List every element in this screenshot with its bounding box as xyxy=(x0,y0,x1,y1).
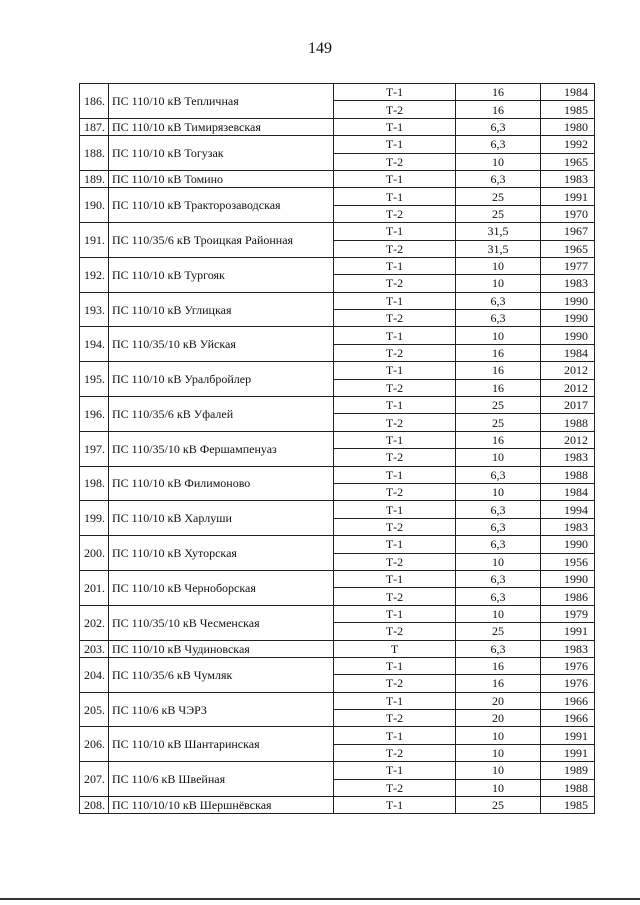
power-cell: 6,3 xyxy=(456,292,541,309)
year-cell: 1966 xyxy=(541,692,595,709)
transformer-cell: Т-1 xyxy=(334,397,456,414)
row-number-cell: 193. xyxy=(80,292,109,327)
transformer-cell: Т-1 xyxy=(334,362,456,379)
power-cell: 16 xyxy=(456,431,541,448)
transformer-cell: Т-2 xyxy=(334,518,456,535)
substation-name-cell: ПС 110/10 кВ Томино xyxy=(109,170,334,187)
row-number-cell: 205. xyxy=(80,692,109,727)
year-cell: 1983 xyxy=(541,170,595,187)
substation-name-cell: ПС 110/35/10 кВ Уйская xyxy=(109,327,334,362)
substation-name-cell: ПС 110/10 кВ Уралбройлер xyxy=(109,362,334,397)
table-row xyxy=(80,170,595,187)
transformer-cell: Т-1 xyxy=(334,466,456,483)
transformer-cell: Т-2 xyxy=(334,553,456,570)
transformer-cell: Т-1 xyxy=(334,84,456,101)
power-cell: 6,3 xyxy=(456,466,541,483)
table-row xyxy=(80,762,595,779)
substation-name-cell: ПС 110/10 кВ Черноборская xyxy=(109,570,334,605)
row-number-cell: 197. xyxy=(80,431,109,466)
power-cell: 6,3 xyxy=(456,536,541,553)
row-number-cell: 206. xyxy=(80,727,109,762)
transformer-cell: Т-2 xyxy=(334,153,456,170)
year-cell: 1980 xyxy=(541,118,595,135)
transformer-cell: Т-2 xyxy=(334,588,456,605)
year-cell: 1977 xyxy=(541,257,595,274)
row-number-cell: 190. xyxy=(80,188,109,223)
year-cell: 1991 xyxy=(541,744,595,761)
year-cell: 1985 xyxy=(541,797,595,814)
transformer-cell: Т-2 xyxy=(334,379,456,396)
power-cell: 10 xyxy=(456,605,541,622)
table-row xyxy=(80,657,595,674)
substation-name-cell: ПС 110/35/10 кВ Фершампенуаз xyxy=(109,431,334,466)
power-cell: 31,5 xyxy=(456,240,541,257)
power-cell: 20 xyxy=(456,692,541,709)
year-cell: 2017 xyxy=(541,397,595,414)
power-cell: 6,3 xyxy=(456,118,541,135)
transformer-cell: Т-2 xyxy=(334,275,456,292)
transformer-cell: Т-1 xyxy=(334,501,456,518)
transformer-cell: Т-2 xyxy=(334,240,456,257)
power-cell: 10 xyxy=(456,449,541,466)
substation-name-cell: ПС 110/10 кВ Чудиновская xyxy=(109,640,334,657)
year-cell: 1976 xyxy=(541,657,595,674)
substation-table-container xyxy=(79,83,595,814)
power-cell: 10 xyxy=(456,327,541,344)
table-row xyxy=(80,397,595,414)
row-number-cell: 188. xyxy=(80,136,109,171)
power-cell: 25 xyxy=(456,205,541,222)
transformer-cell: Т-1 xyxy=(334,797,456,814)
row-number-cell: 194. xyxy=(80,327,109,362)
table-row xyxy=(80,118,595,135)
power-cell: 25 xyxy=(456,414,541,431)
power-cell: 6,3 xyxy=(456,170,541,187)
transformer-cell: Т xyxy=(334,640,456,657)
year-cell: 1985 xyxy=(541,101,595,118)
table-row xyxy=(80,570,595,587)
transformer-cell: Т-2 xyxy=(334,449,456,466)
year-cell: 1966 xyxy=(541,710,595,727)
transformer-cell: Т-2 xyxy=(334,779,456,796)
power-cell: 10 xyxy=(456,153,541,170)
power-cell: 6,3 xyxy=(456,640,541,657)
row-number-cell: 208. xyxy=(80,797,109,814)
year-cell: 1990 xyxy=(541,292,595,309)
transformer-cell: Т-2 xyxy=(334,310,456,327)
substation-name-cell: ПС 110/35/6 кВ Чумляк xyxy=(109,657,334,692)
transformer-cell: Т-1 xyxy=(334,170,456,187)
year-cell: 1956 xyxy=(541,553,595,570)
row-number-cell: 203. xyxy=(80,640,109,657)
substation-name-cell: ПС 110/10 кВ Харлуши xyxy=(109,501,334,536)
transformer-cell: Т-2 xyxy=(334,623,456,640)
table-row xyxy=(80,327,595,344)
power-cell: 25 xyxy=(456,623,541,640)
row-number-cell: 202. xyxy=(80,605,109,640)
table-row xyxy=(80,692,595,709)
row-number-cell: 204. xyxy=(80,657,109,692)
transformer-cell: Т-1 xyxy=(334,536,456,553)
year-cell: 1991 xyxy=(541,727,595,744)
year-cell: 1988 xyxy=(541,779,595,796)
transformer-cell: Т-1 xyxy=(334,257,456,274)
power-cell: 25 xyxy=(456,188,541,205)
transformer-cell: Т-1 xyxy=(334,762,456,779)
table-row xyxy=(80,188,595,205)
power-cell: 10 xyxy=(456,553,541,570)
power-cell: 16 xyxy=(456,657,541,674)
transformer-cell: Т-1 xyxy=(334,727,456,744)
year-cell: 1965 xyxy=(541,240,595,257)
year-cell: 1986 xyxy=(541,588,595,605)
table-row xyxy=(80,84,595,101)
transformer-cell: Т-2 xyxy=(334,675,456,692)
substation-name-cell: ПС 110/10 кВ Тургояк xyxy=(109,257,334,292)
substation-name-cell: ПС 110/35/6 кВ Троицкая Районная xyxy=(109,223,334,258)
year-cell: 1979 xyxy=(541,605,595,622)
transformer-cell: Т-2 xyxy=(334,483,456,500)
year-cell: 1965 xyxy=(541,153,595,170)
power-cell: 10 xyxy=(456,275,541,292)
year-cell: 1991 xyxy=(541,188,595,205)
substation-name-cell: ПС 110/10 кВ Шантаринская xyxy=(109,727,334,762)
substation-name-cell: ПС 110/35/6 кВ Уфалей xyxy=(109,397,334,432)
year-cell: 2012 xyxy=(541,362,595,379)
year-cell: 1994 xyxy=(541,501,595,518)
transformer-cell: Т-2 xyxy=(334,344,456,361)
year-cell: 1990 xyxy=(541,310,595,327)
transformer-cell: Т-1 xyxy=(334,605,456,622)
power-cell: 25 xyxy=(456,797,541,814)
power-cell: 6,3 xyxy=(456,588,541,605)
table-row xyxy=(80,536,595,553)
power-cell: 6,3 xyxy=(456,501,541,518)
year-cell: 1984 xyxy=(541,84,595,101)
transformer-cell: Т-2 xyxy=(334,744,456,761)
year-cell: 1992 xyxy=(541,136,595,153)
year-cell: 1984 xyxy=(541,344,595,361)
substation-name-cell: ПС 110/35/10 кВ Чесменская xyxy=(109,605,334,640)
substation-table xyxy=(79,83,595,814)
year-cell: 1983 xyxy=(541,640,595,657)
table-row xyxy=(80,292,595,309)
substation-name-cell: ПС 110/10 кВ Тепличная xyxy=(109,84,334,119)
power-cell: 31,5 xyxy=(456,223,541,240)
substation-name-cell: ПС 110/10 кВ Углицкая xyxy=(109,292,334,327)
transformer-cell: Т-1 xyxy=(334,657,456,674)
row-number-cell: 207. xyxy=(80,762,109,797)
row-number-cell: 195. xyxy=(80,362,109,397)
transformer-cell: Т-1 xyxy=(334,692,456,709)
transformer-cell: Т-2 xyxy=(334,710,456,727)
year-cell: 1990 xyxy=(541,570,595,587)
transformer-cell: Т-2 xyxy=(334,205,456,222)
table-row xyxy=(80,727,595,744)
transformer-cell: Т-1 xyxy=(334,223,456,240)
substation-name-cell: ПС 110/6 кВ Швейная xyxy=(109,762,334,797)
table-row xyxy=(80,605,595,622)
power-cell: 16 xyxy=(456,675,541,692)
row-number-cell: 191. xyxy=(80,223,109,258)
row-number-cell: 192. xyxy=(80,257,109,292)
year-cell: 1988 xyxy=(541,414,595,431)
transformer-cell: Т-1 xyxy=(334,292,456,309)
row-number-cell: 189. xyxy=(80,170,109,187)
power-cell: 6,3 xyxy=(456,570,541,587)
power-cell: 10 xyxy=(456,727,541,744)
power-cell: 6,3 xyxy=(456,136,541,153)
transformer-cell: Т-2 xyxy=(334,414,456,431)
row-number-cell: 186. xyxy=(80,84,109,119)
year-cell: 1990 xyxy=(541,327,595,344)
transformer-cell: Т-1 xyxy=(334,188,456,205)
table-row xyxy=(80,501,595,518)
year-cell: 1976 xyxy=(541,675,595,692)
substation-name-cell: ПС 110/10/10 кВ Шершнёвская xyxy=(109,797,334,814)
table-row xyxy=(80,136,595,153)
table-row xyxy=(80,431,595,448)
transformer-cell: Т-1 xyxy=(334,570,456,587)
transformer-cell: Т-1 xyxy=(334,136,456,153)
row-number-cell: 199. xyxy=(80,501,109,536)
year-cell: 2012 xyxy=(541,379,595,396)
power-cell: 10 xyxy=(456,762,541,779)
power-cell: 16 xyxy=(456,101,541,118)
table-row xyxy=(80,223,595,240)
row-number-cell: 198. xyxy=(80,466,109,501)
substation-name-cell: ПС 110/10 кВ Филимоново xyxy=(109,466,334,501)
page-bottom-rule xyxy=(0,898,640,900)
power-cell: 16 xyxy=(456,379,541,396)
transformer-cell: Т-1 xyxy=(334,118,456,135)
power-cell: 10 xyxy=(456,483,541,500)
row-number-cell: 196. xyxy=(80,397,109,432)
table-row xyxy=(80,257,595,274)
row-number-cell: 200. xyxy=(80,536,109,571)
power-cell: 16 xyxy=(456,344,541,361)
substation-name-cell: ПС 110/10 кВ Тракторозаводская xyxy=(109,188,334,223)
power-cell: 10 xyxy=(456,257,541,274)
table-row xyxy=(80,797,595,814)
power-cell: 6,3 xyxy=(456,518,541,535)
table-row xyxy=(80,362,595,379)
year-cell: 2012 xyxy=(541,431,595,448)
year-cell: 1983 xyxy=(541,275,595,292)
substation-name-cell: ПС 110/10 кВ Тимирязевская xyxy=(109,118,334,135)
power-cell: 6,3 xyxy=(456,310,541,327)
row-number-cell: 187. xyxy=(80,118,109,135)
year-cell: 1970 xyxy=(541,205,595,222)
row-number-cell: 201. xyxy=(80,570,109,605)
power-cell: 16 xyxy=(456,362,541,379)
year-cell: 1990 xyxy=(541,536,595,553)
substation-table-body xyxy=(80,84,595,814)
transformer-cell: Т-1 xyxy=(334,431,456,448)
substation-name-cell: ПС 110/6 кВ ЧЭРЗ xyxy=(109,692,334,727)
year-cell: 1983 xyxy=(541,449,595,466)
year-cell: 1967 xyxy=(541,223,595,240)
substation-name-cell: ПС 110/10 кВ Тогузак xyxy=(109,136,334,171)
table-row xyxy=(80,466,595,483)
year-cell: 1988 xyxy=(541,466,595,483)
page-number: 149 xyxy=(308,40,332,57)
power-cell: 10 xyxy=(456,779,541,796)
year-cell: 1989 xyxy=(541,762,595,779)
transformer-cell: Т-1 xyxy=(334,327,456,344)
transformer-cell: Т-2 xyxy=(334,101,456,118)
power-cell: 20 xyxy=(456,710,541,727)
power-cell: 25 xyxy=(456,397,541,414)
power-cell: 10 xyxy=(456,744,541,761)
table-row xyxy=(80,640,595,657)
year-cell: 1991 xyxy=(541,623,595,640)
year-cell: 1984 xyxy=(541,483,595,500)
substation-name-cell: ПС 110/10 кВ Хуторская xyxy=(109,536,334,571)
year-cell: 1983 xyxy=(541,518,595,535)
power-cell: 16 xyxy=(456,84,541,101)
